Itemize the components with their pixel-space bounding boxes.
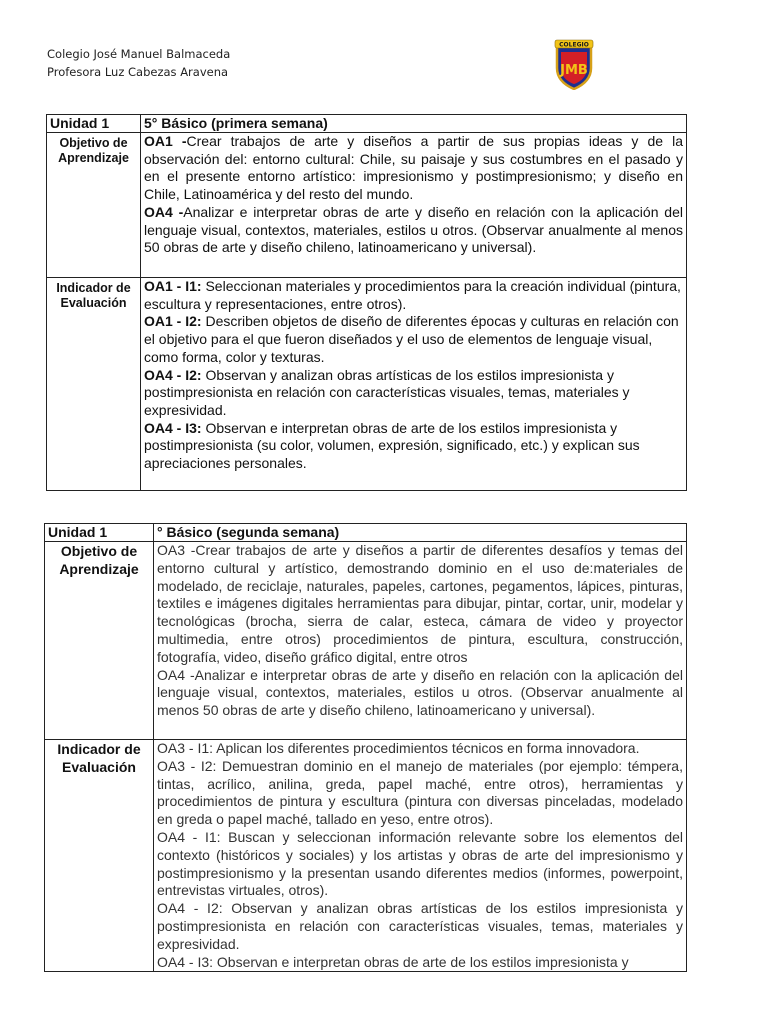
svg-text:COLEGIO: COLEGIO	[559, 41, 589, 49]
unit-cell: Unidad 1	[45, 524, 154, 542]
indicator-content: OA1 - I1: Seleccionan materiales y procedimientos para la creación individual (pintura, escultura y representaciones, entre otros). OA1 - I2: Describen objetos de diseño de diferentes épocas y culturas en relación con el objetivo para el que fueron diseñados y el uso de elementos de lenguaje visual, como forma, color y texturas. OA4 - I2: Observan y analizan obras artísticas de los estilos impresionista y postimpresionista en relación con características visuales, temas, materiales y expresividad. OA4 - I3: Observan e interpretan obras de arte de los estilos impresionista y postimpresionista (su color, volumen, expresión, significado, etc.) y explican sus apreciaciones personales.	[141, 278, 687, 491]
school-crest-logo	[551, 38, 597, 90]
objective-content: OA3 -Crear trabajos de arte y diseños a partir de diferentes desafíos y temas del entorno cultural y artístico, demostrando dominio en el uso de:materiales de modelado, de reciclaje, naturales, papeles, cartones, pegamentos, lápices, pinturas, textiles e imágenes digitales herramientas para dibujar, pintar, cortar, unir, modelar y tecnológicas (brocha, sierra de calar, esteca, cámara de video y proyector multimedia, entre otros) procedimientos de pintura, escultura, construcción, fotografía, video, diseño gráfico digital, entre otros OA4 -Analizar e interpretar obras de arte y diseño en relación con la aplicación del lenguaje visual, contextos, materiales, estilos u otros. (Observar anualmente al menos 50 obras de arte y diseño chileno, latinoamericano y universal).	[154, 542, 687, 740]
objective-content: OA1 -Crear trabajos de arte y diseños a partir de sus propias ideas y de la observación del: entorno cultural: Chile, su paisaje y sus costumbres en el pasado y en el presente entorno artístico: impresionismo y postimpresionismo; y diseño en Chile, Latinoamérica y del resto del mundo. OA4 -Analizar e interpretar obras de arte y diseño en relación con la aplicación del lenguaje visual, contextos, materiales, estilos u otros. (Observar anualmente al menos 50 obras de arte y diseño chileno, latinoamericano y universal).	[141, 133, 687, 278]
teacher-name: Profesora Luz Cabezas Aravena	[47, 65, 229, 79]
svg-text:JMB: JMB	[560, 63, 588, 78]
grade-cell: ° Básico (segunda semana)	[154, 524, 687, 542]
unit-table-first-week	[46, 114, 687, 491]
objective-label: Objetivo de Aprendizaje	[45, 542, 154, 740]
school-name: Colegio José Manuel Balmaceda	[47, 47, 231, 61]
objective-label: Objetivo de Aprendizaje	[47, 133, 141, 278]
document-header	[47, 45, 230, 81]
indicator-label: Indicador de Evaluación	[45, 740, 154, 972]
grade-cell: 5° Básico (primera semana)	[141, 115, 687, 133]
indicator-content: OA3 - I1: Aplican los diferentes procedimientos técnicos en forma innovadora. OA3 - I2: Demuestran dominio en el manejo de materiales (por ejemplo: témpera, tintas, acrílico, anilina, greda, papel maché, entre otros), herramientas y procedimientos de pintura y escultura (pintura con diversas pinceladas, modelado en greda o papel maché, tallado en yeso, entre otros). OA4 - I1: Buscan y seleccionan información relevante sobre los elementos del contexto (históricos y sociales) y los artistas y obras de arte del impresionismo y postimpresionismo y la presentan usando diferentes medios (informes, powerpoint, entrevistas virtuales, otros). OA4 - I2: Observan y analizan obras artísticas de los estilos impresionista y postimpresionista en relación con características visuales, temas, materiales y expresividad. OA4 - I3: Observan e interpretan obras de arte de los estilos impresionista y	[154, 740, 687, 972]
unit-table-second-week	[44, 523, 687, 972]
unit-cell: Unidad 1	[47, 115, 141, 133]
indicator-label: Indicador de Evaluación	[47, 278, 141, 491]
